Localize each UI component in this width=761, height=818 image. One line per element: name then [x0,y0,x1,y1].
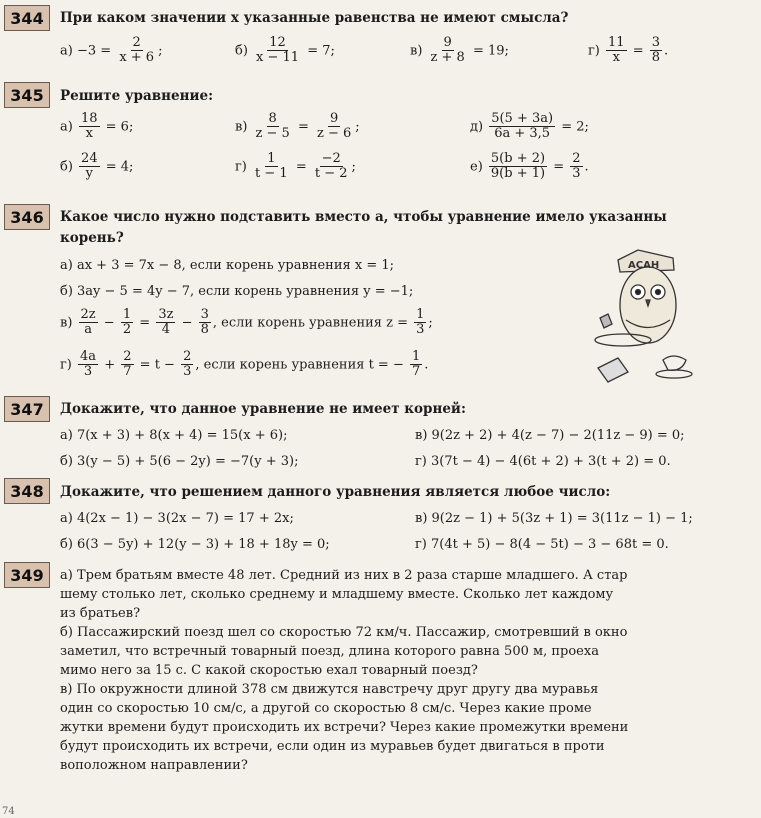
fraction: $\frac{9}{z - 6}$ [317,111,352,142]
fraction: $\frac{3}{8}$ [651,35,661,66]
fraction: $\frac{2}{3}$ [183,349,192,380]
problem-346-item-g: г) $\frac{4a}{3}$ + $\frac{2}{7}$ = t − $\frac{2}{3}$ , если корень уравнения t = − $\frac{1}{7}$ . [60,349,429,380]
fraction: $\frac{5(5 + 3a)}{6a + 3,5}$ [491,111,554,142]
fraction: $\frac{11}{x}$ [608,35,625,66]
problem-345-item-e: е) $\frac{5(b + 2)}{9(b + 1)}$ = $\frac{2}{3}$ . [470,151,589,182]
fraction: $\frac{2z}{a}$ [80,307,96,338]
problem-345-item-d: д) $\frac{5(5 + 3a)}{6a + 3,5}$ = 2; [470,111,589,142]
fraction: $\frac{5(b + 2)}{9(b + 1)}$ [490,151,546,182]
problem-346-item-v: в) $\frac{2z}{a}$ − $\frac{1}{2}$ = $\frac{3z}{4}$ − $\frac{3}{8}$ , если корень уравнения z = $\frac{1}{3}$ ; [60,307,433,338]
problem-number-347: 347 [4,396,50,422]
page-number: 74 [2,806,15,817]
problem-346-item-b: б) 3ay − 5 = 4y − 7, если корень уравнения y = −1; [60,284,414,299]
problem-349-part-v-line: воположном направлении? [60,758,248,773]
problem-344-item-v: в) $\frac{9}{z + 8}$ = 19; [410,35,509,66]
problem-346-title-line2: корень? [60,230,124,246]
problem-349-part-a-line: шему столько лет, сколько среднему и младшему вместе. Сколько лет каждому [60,587,614,602]
owl-sign-text: АСАН [628,260,660,271]
fraction: $\frac{1}{3}$ [416,307,425,338]
fraction: $\frac{3}{8}$ [200,307,209,338]
problem-348-item-g: г) 7(4t + 5) − 8(4 − 5t) − 3 − 68t = 0. [415,537,669,552]
problem-345-title: Решите уравнение: [60,88,214,104]
fraction: $\frac{4a}{3}$ [80,349,97,380]
problem-349-part-v-line: в) По окружности длиной 378 см движутся навстречу друг другу два муравья [60,682,599,697]
problem-349-part-v-line: один со скоростью 10 см/с, а другой со скоростью 8 см/с. Через какие проме [60,701,592,716]
owl-illustration [578,240,698,390]
fraction: $\frac{1}{t - 1}$ [255,151,288,182]
fraction: $\frac{2}{3}$ [572,151,581,182]
problem-348-item-b: б) 6(3 − 5y) + 12(y − 3) + 18 + 18y = 0; [60,537,330,552]
problem-number-349: 349 [4,562,50,588]
problem-349-part-b-line: заметил, что встречный товарный поезд, длина которого равна 500 м, проеха [60,644,599,659]
problem-348-item-a: а) 4(2x − 1) − 3(2x − 7) = 17 + 2x; [60,511,294,526]
problem-348-title: Докажите, что решением данного уравнения является любое число: [60,484,611,500]
problem-347-item-b: б) 3(y − 5) + 5(6 − 2y) = −7(y + 3); [60,454,299,469]
problem-346-item-a: а) ax + 3 = 7x − 8, если корень уравнения x = 1; [60,258,394,273]
problem-number-346: 346 [4,204,50,230]
fraction: $\frac{-2}{t - 2}$ [314,151,348,182]
problem-347-item-v: в) 9(2z + 2) + 4(z − 7) − 2(11z − 9) = 0; [415,428,685,443]
problem-349-text [60,566,760,775]
problem-348-item-v: в) 9(2z − 1) + 5(3z + 1) = 3(11z − 1) − 1; [415,511,693,526]
problem-344-item-g: г) $\frac{11}{x}$ = $\frac{3}{8}$ . [588,35,669,66]
problem-344-title: При каком значении x указанные равенства не имеют смысла? [60,10,569,26]
problem-number-344: 344 [4,5,50,31]
fraction: $\frac{9}{z + 8}$ [430,35,465,66]
problem-345-item-a: а) $\frac{18}{x}$ = 6; [60,111,134,142]
problem-347-item-a: а) 7(x + 3) + 8(x + 4) = 15(x + 6); [60,428,288,443]
problem-344-item-b: б) $\frac{12}{x - 11}$ = 7; [235,35,335,66]
problem-349-part-v-line: жутки времени будут происходить их встречи? Через какие промежутки времени [60,720,629,735]
problem-349-part-v-line: будут происходить их встречи, если один из муравьев будет двигаться в проти [60,739,605,754]
fraction: $\frac{2}{7}$ [123,349,132,380]
fraction: $\frac{24}{y}$ [81,151,98,182]
problem-number-345: 345 [4,82,50,108]
fraction: $\frac{18}{x}$ [80,111,98,142]
fraction: $\frac{1}{2}$ [122,307,132,338]
problem-349-part-b-line: б) Пассажирский поезд шел со скоростью 72 км/ч. Пассажир, смотревший в окно [60,625,628,640]
problem-349-part-a-line: из братьев? [60,606,141,621]
problem-345-item-b: б) $\frac{24}{y}$ = 4; [60,151,134,182]
fraction: $\frac{8}{z - 5}$ [255,111,290,142]
fraction: $\frac{2}{x + 6}$ [119,35,155,66]
problem-346-title-line1: Какое число нужно подставить вместо a, чтобы уравнение имело указанны [60,209,667,225]
fraction: $\frac{12}{x - 11}$ [256,35,300,66]
problem-347-item-g: г) 3(7t − 4) − 4(6t + 2) + 3(t + 2) = 0. [415,454,671,469]
fraction: $\frac{3z}{4}$ [158,307,174,338]
problem-349-part-b-line: мимо него за 15 с. С какой скоростью ехал товарный поезд? [60,663,478,678]
problem-345-item-v: в) $\frac{8}{z - 5}$ = $\frac{9}{z - 6}$ ; [235,111,360,142]
problem-number-348: 348 [4,478,50,504]
problem-349-part-a-line: а) Трем братьям вместе 48 лет. Средний из них в 2 раза старше младшего. А стар [60,568,628,583]
fraction: $\frac{1}{7}$ [412,349,421,380]
problem-344-items: а) −3 = $\frac{2}{x + 6}$ ; [60,35,163,66]
problem-345-item-g: г) $\frac{1}{t - 1}$ = $\frac{-2}{t - 2}$ ; [235,151,356,182]
problem-347-title: Докажите, что данное уравнение не имеет корней: [60,401,466,417]
